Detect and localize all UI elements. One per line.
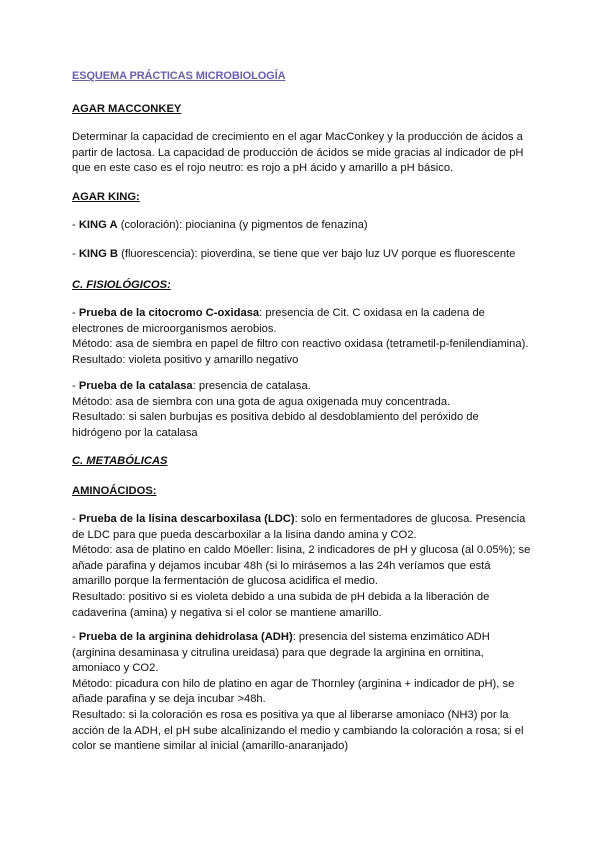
heading-agar-macconkey: AGAR MACCONKEY — [72, 103, 182, 115]
text-line — [72, 512, 534, 528]
oxidasa-description: : presencia de Cit. C oxidasa en la cadena de — [259, 307, 485, 319]
paragraph-catalasa — [72, 379, 534, 441]
text-line: amarillo porque la fermentación de glucosa acidifica el medio. — [72, 575, 378, 588]
paragraph-king-a — [72, 218, 534, 234]
text-line: electrones de microorganismos aerobios. — [72, 322, 277, 335]
text-line — [72, 218, 534, 234]
text-line: Resultado: positivo si es violeta debido a una subida de pH debida a la liberación de — [72, 590, 490, 603]
text-line: partir de lactosa. La capacidad de producción de ácidos se mide gracias al indicador de pH — [72, 146, 524, 159]
text-line: Resultado: si salen burbujas es positiva debido al desdoblamiento del peróxido de — [72, 411, 479, 424]
heading-fisiologicos: C. FISIOLÓGICOS: — [72, 279, 171, 291]
text-line — [72, 379, 534, 395]
text-line — [72, 306, 534, 322]
text-line: hidrógeno por la catalasa — [72, 426, 198, 439]
paragraph-oxidasa — [72, 306, 534, 368]
heading-aminoacidos: AMINOÁCIDOS: — [72, 485, 157, 497]
paragraph-adh — [72, 630, 534, 755]
text-line: Método: asa de siembra con una gota de agua oxigenada muy concentrada. — [72, 395, 451, 408]
term-ldc: Prueba de la lisina descarboxilasa (LDC) — [78, 513, 295, 525]
bullet-prefix: - — [72, 631, 79, 643]
text-line: Método: picadura con hilo de platino en agar de Thornley (arginina + indicador de pH), se — [72, 677, 515, 690]
text-line — [72, 630, 534, 646]
catalasa-description: : presencia de catalasa. — [192, 380, 311, 392]
text-line: añade parafina y se deja incubar >48h. — [72, 693, 266, 706]
term-king-b: KING B — [78, 248, 118, 260]
heading-agar-king: AGAR KING: — [72, 191, 140, 203]
adh-description: : presencia del sistema enzimático ADH — [292, 631, 490, 643]
text-line: Método: asa de siembra en papel de filtro con reactivo oxidasa (tetrametil-p-fenilendiamina). — [72, 338, 529, 351]
text-line — [72, 247, 534, 263]
text-line: añade parafina y dejamos incubar 48h (si lo mirásemos a las 24h veríamos que está — [72, 559, 491, 572]
term-catalasa: Prueba de la catalasa — [78, 380, 193, 392]
text-line: acción de la ADH, el pH sube alcalinizando el medio y cambiando la coloración a rosa; si el — [72, 724, 524, 737]
term-adh: Prueba de la arginina dehidrolasa (ADH) — [78, 631, 293, 643]
term-king-a: KING A — [78, 219, 118, 231]
text-line: Resultado: si la coloración es rosa es positiva ya que al liberarse amoniaco (NH3) por la — [72, 708, 509, 721]
text-line: Determinar la capacidad de crecimiento en el agar MacConkey y la producción de ácidos a — [72, 131, 523, 143]
bullet-prefix: - — [72, 307, 79, 319]
text-line: de LDC para que pueda descarboxilar a la lisina dando amina y CO2. — [72, 528, 417, 541]
heading-metabolicas: C. METABÓLICAS — [72, 455, 168, 467]
bullet-prefix: - — [72, 248, 79, 260]
paragraph-king-b — [72, 247, 534, 263]
text-line: Método: asa de platino en caldo Möeller: lisina, 2 indicadores de pH y glucosa (al 0.05%); se — [72, 544, 531, 557]
ldc-description: : solo en fermentadores de glucosa. Presencia — [294, 513, 526, 525]
text-line: cadaverina (amina) y negativa si el color se mantiene amarillo. — [72, 606, 382, 619]
term-oxidasa: Prueba de la citocromo C-oxidasa — [78, 307, 260, 319]
text-line: (arginina desaminasa y citrulina ureidasa) para que degrade la arginina en ornitina, — [72, 646, 484, 659]
bullet-prefix: - — [72, 380, 79, 392]
text-line: amoniaco y CO2. — [72, 662, 159, 675]
king-a-description: (coloración): piocianina (y pigmentos de fenazina) — [117, 219, 368, 231]
king-b-description: (fluorescencia): pioverdina, se tiene que ver bajo luz UV porque es fluorescente — [118, 248, 516, 260]
text-line: color se mantiene similar al inicial (amarillo-anaranjado) — [72, 740, 349, 753]
paragraph-ldc — [72, 512, 534, 621]
text-line: Resultado: violeta positivo y amarillo negativo — [72, 353, 299, 366]
bullet-prefix: - — [72, 219, 79, 231]
page-title: ESQUEMA PRÁCTICAS MICROBIOLOGÍA — [72, 70, 286, 82]
paragraph-macconkey — [72, 130, 534, 177]
bullet-prefix: - — [72, 513, 79, 525]
text-line: que en este caso es el rojo neutro: es rojo a pH ácido y amarillo a pH básico. — [72, 162, 454, 175]
